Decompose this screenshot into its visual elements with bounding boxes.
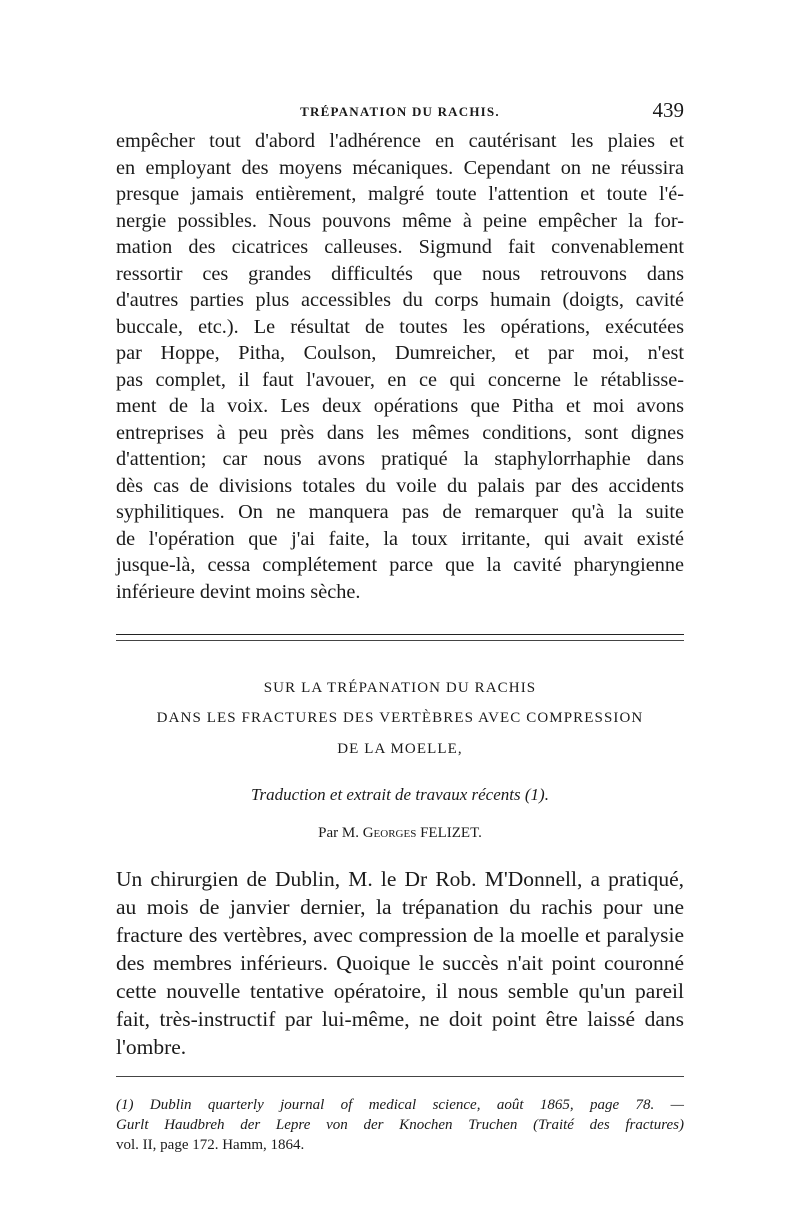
text-line: Un chirurgien de Dublin, M. le Dr Rob. M'Donnell, a pratiqué, [116, 867, 684, 891]
article-paragraph [116, 865, 684, 1061]
author-last-name: FELIZET. [420, 825, 482, 841]
text-line: syphilitiques. On ne manquera pas de remarquer qu'à la suite [116, 501, 684, 523]
article-byline [116, 825, 684, 842]
text-line: dès cas de divisions totales du voile du palais par des accidents [116, 474, 684, 497]
text-line: en employant des moyens mécaniques. Cependant on ne réussira [116, 156, 684, 179]
footnote-divider [116, 1076, 684, 1077]
text-line: inférieure devint moins sèche. [116, 580, 361, 603]
author-first-name: Georges [362, 825, 417, 841]
text-line: pas complet, il faut l'avouer, en ce qui concerne le rétablisse- [116, 368, 684, 391]
text-line: empêcher tout d'abord l'adhérence en cautérisant les plaies et [116, 130, 684, 152]
text-line: d'autres parties plus accessibles du corps humain (doigts, cavité [116, 289, 684, 311]
text-line: ressortir ces grandes difficultés que nous retrouvons dans [116, 262, 684, 285]
text-line: au mois de janvier dernier, la trépanation du rachis pour une [116, 895, 684, 919]
text-line: presque jamais entièrement, malgré toute l'attention et toute l'é- [116, 183, 684, 205]
article-title-line: DANS LES FRACTURES DES VERTÈBRES AVEC COMPRESSION [156, 710, 644, 726]
text-line: buccale, etc.). Le résultat de toutes les opérations, exécutées [116, 315, 684, 338]
text-line: mation des cicatrices calleuses. Sigmund fait convenablement [116, 236, 684, 258]
text-line: entreprises à peu près dans les mêmes conditions, sont dignes [116, 421, 684, 444]
text-line: nergie possibles. Nous pouvons même à peine empêcher la for- [116, 209, 684, 232]
page-number: 439 [652, 98, 684, 122]
article-subtitle: Traduction et extrait de travaux récents (1). [251, 785, 549, 804]
running-title: TRÉPANATION DU RACHIS. [300, 104, 500, 119]
text-line: d'attention; car nous avons pratiqué la staphylorrhaphie dans [116, 448, 684, 470]
running-head [116, 100, 684, 122]
footnote-line: vol. II, page 172. Hamm, 1864. [116, 1137, 305, 1153]
footnote-line: Gurlt Haudbreh der Lepre von der Knochen Truchen (Traité des fractures) [116, 1117, 684, 1133]
section-divider [116, 634, 684, 635]
byline-prefix: Par M. [318, 825, 359, 841]
text-line: fracture des vertèbres, avec compression de la moelle et paralysie [116, 923, 684, 947]
text-line: ment de la voix. Les deux opérations que Pitha et moi avons [116, 395, 684, 417]
article-title-line: SUR LA TRÉPANATION DU RACHIS [263, 680, 537, 696]
text-line: l'ombre. [116, 1035, 187, 1059]
section-divider-inner [116, 640, 684, 641]
text-line: cette nouvelle tentative opératoire, il nous semble qu'un pareil [116, 979, 684, 1003]
footnote [116, 1095, 684, 1155]
continuation-paragraph [116, 128, 684, 605]
text-line: jusque-là, cessa complétement parce que la cavité pharyngienne [116, 554, 684, 576]
article-title-line: DE LA MOELLE, [337, 741, 463, 757]
footnote-line: (1) Dublin quarterly journal of medical science, août 1865, page 78. — [116, 1097, 684, 1113]
text-line: de l'opération que j'ai faite, la toux irritante, qui avait existé [116, 527, 684, 550]
text-line: des membres inférieurs. Quoique le succès n'ait point couronné [116, 951, 684, 975]
text-line: par Hoppe, Pitha, Coulson, Dumreicher, et par moi, n'est [116, 342, 684, 364]
text-line: fait, très-instructif par lui-même, ne doit point être laissé dans [116, 1007, 684, 1031]
